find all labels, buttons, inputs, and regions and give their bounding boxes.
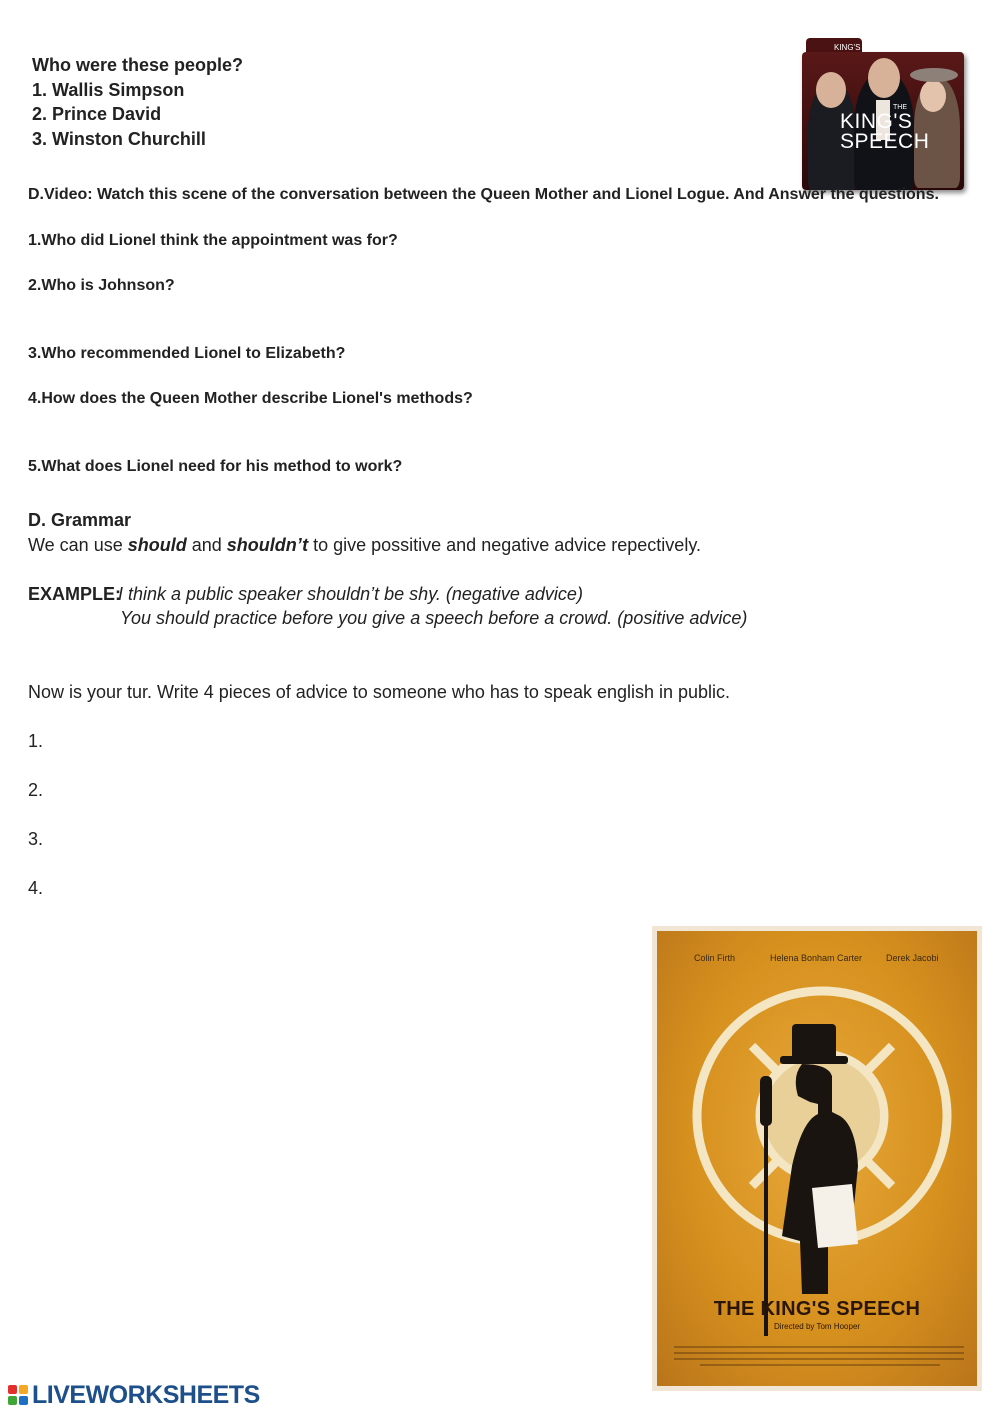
writing-task: Now is your tur. Write 4 pieces of advice to someone who has to speak english in public. (28, 682, 731, 702)
speech-paper (812, 1184, 858, 1248)
logo-mark-icon (8, 1383, 30, 1407)
poster-director: Directed by Tom Hooper (773, 1322, 861, 1331)
movie-folder-icon (800, 20, 968, 172)
grammar-intro: We can use should and shouldn’t to give possitive and negative advice repectively. (28, 535, 701, 555)
should-word: should (127, 535, 187, 555)
video-question-5: 5.What does Lionel need for his method to work? (28, 458, 403, 475)
people-item-1: 1. Wallis Simpson (32, 79, 185, 100)
answer-number-2: 2. (28, 780, 44, 800)
liveworksheets-logo[interactable] (8, 1381, 260, 1409)
answer-number-1: 1. (28, 731, 44, 751)
microphone-icon (760, 1076, 772, 1126)
people-item-2: 2. Prince David (32, 104, 162, 124)
example-label: EXAMPLE: (28, 584, 122, 604)
folder-title-line-1: KING'S (840, 110, 913, 133)
people-item-3: 3. Winston Churchill (32, 128, 206, 149)
example-positive: You should practice before you give a speech before a crowd. (positive advice) (120, 608, 748, 628)
cast-credit-3: Derek Jacobi (886, 953, 939, 963)
folder-the-label: THE (893, 104, 907, 111)
folder-title-line-2: SPEECH (840, 130, 930, 153)
people-question-block (32, 53, 243, 151)
cast-credit-2: Helena Bonham Carter (770, 953, 863, 963)
video-question-2: 2.Who is Johnson? (28, 277, 175, 294)
poster-title: THE KING'S SPEECH (713, 1298, 921, 1320)
poster-fine-print (674, 1346, 964, 1348)
example-negative: I think a public speaker shouldn’t be shy. (negative advice) (118, 584, 583, 604)
shouldnt-word: shouldn’t (226, 535, 309, 555)
video-question-1: 1.Who did Lionel think the appointment was for? (28, 232, 398, 249)
answer-number-4: 4. (28, 878, 44, 898)
movie-poster (652, 926, 982, 1391)
answer-number-3: 3. (28, 829, 44, 849)
people-heading: Who were these people? (32, 55, 244, 75)
grammar-heading: D. Grammar (28, 510, 132, 530)
video-question-4: 4.How does the Queen Mother describe Lionel's methods? (28, 390, 473, 407)
video-question-3: 3.Who recommended Lionel to Elizabeth? (28, 345, 346, 362)
folder-tab-text-1: KING'S (834, 43, 861, 52)
logo-text: LIVEWORKSHEETS (32, 1380, 260, 1409)
video-instruction: D.Video: Watch this scene of the conversation between the Queen Mother and Lionel Logue. And Answer the questions. (28, 186, 939, 203)
cast-credit-1: Colin Firth (694, 953, 736, 963)
